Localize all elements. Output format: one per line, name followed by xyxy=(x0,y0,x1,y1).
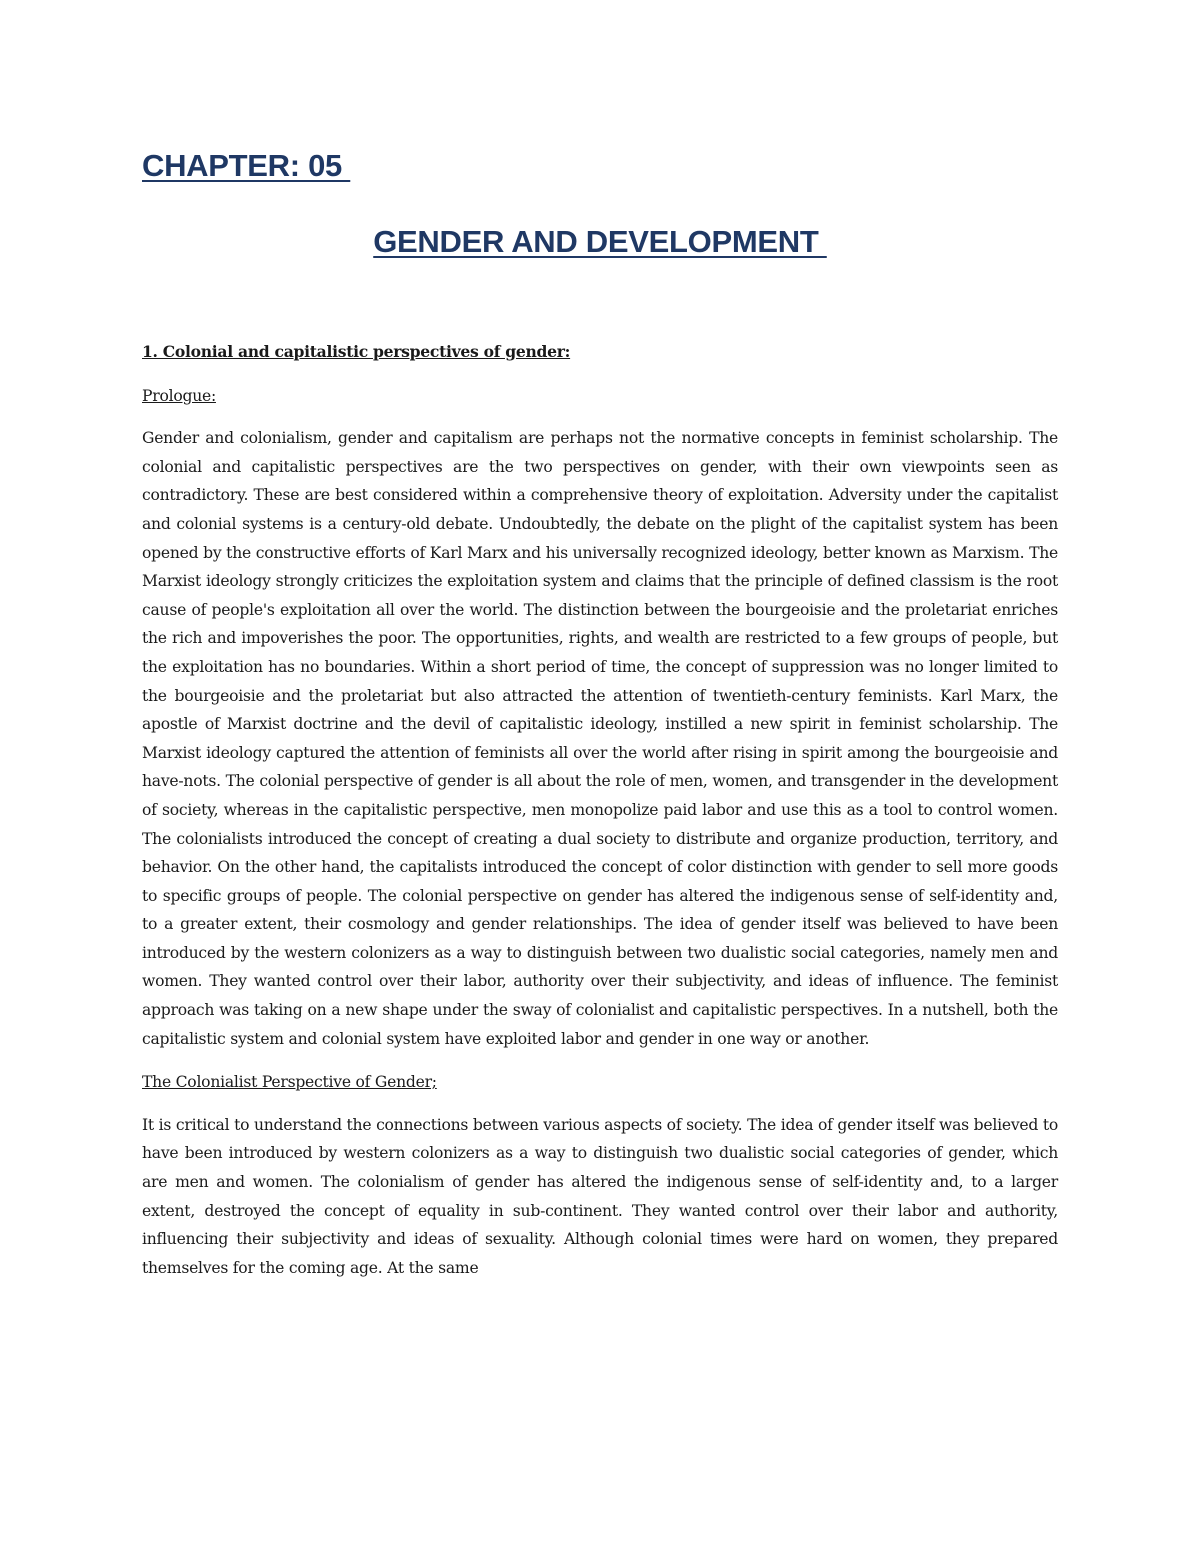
colonialist-perspective-paragraph: It is critical to understand the connections between various aspects of society. The idea of gender itself was believed to have been introduced by western colonizers as a way to distinguish two dualistic social categories of gender, which are men and women. The colonialism of gender has altered the indigenous sense of self-identity and, to a larger extent, destroyed the concept of equality in sub-continent. They wanted control over their labor and authority, influencing their subjectivity and ideas of sexuality. Although colonial times were hard on women, they prepared themselves for the coming age. At the same xyxy=(142,1115,1058,1277)
prologue-paragraph: Gender and colonialism, gender and capitalism are perhaps not the normative concepts in feminist scholarship. The colonial and capitalistic perspectives are the two perspectives on gender, with their own viewpoints seen as contradictory. These are best considered within a comprehensive theory of exploitation. Adversity under the capitalist and colonial systems is a century-old debate. Undoubtedly, the debate on the plight of the capitalist system has been opened by the constructive efforts of Karl Marx and his universally recognized ideology, better known as Marxism. The Marxist ideology strongly criticizes the exploitation system and claims that the principle of defined classism is the root cause of people's exploitation all over the world. The distinction between the bourgeoisie and the proletariat enriches the rich and impoverishes the poor. The opportunities, rights, and wealth are restricted to a few groups of people, but the exploitation has no boundaries. Within a short period of time, the concept of suppression was no longer limited to the bourgeoisie and the proletariat but also attracted the attention of twentieth-century feminists. Karl Marx, the apostle of Marxist doctrine and the devil of capitalistic ideology, instilled a new spirit in feminist scholarship. The Marxist ideology captured the attention of feminists all over the world after rising in spirit among the bourgeoisie and have-nots. The colonial perspective of gender is all about the role of men, women, and transgender in the development of society, whereas in the capitalistic perspective, men monopolize paid labor and use this as a tool to control women. The colonialists introduced the concept of creating a dual society to distribute and organize production, territory, and behavior. On the other hand, the capitalists introduced the concept of color distinction with gender to sell more goods to specific groups of people. The colonial perspective on gender has altered the indigenous sense of self-identity and, to a greater extent, their cosmology and gender relationships. The idea of gender itself was believed to have been introduced by the western colonizers as a way to distinguish between two dualistic social categories, namely men and women. They wanted control over their labor, authority over their subjectivity, and ideas of influence. The feminist approach was taking on a new shape under the sway of colonialist and capitalistic perspectives. In a nutshell, both the capitalistic system and colonial system have exploited labor and gender in one way or another. xyxy=(142,429,1058,1048)
chapter-heading: CHAPTER: 05 xyxy=(142,148,351,183)
document-body xyxy=(142,338,1058,1297)
section-heading: 1. Colonial and capitalistic perspectives of gender: xyxy=(142,342,571,361)
document-title: GENDER AND DEVELOPMENT xyxy=(373,224,827,259)
prologue-heading: Prologue: xyxy=(142,386,216,405)
colonialist-perspective-heading: The Colonialist Perspective of Gender; xyxy=(142,1073,437,1092)
